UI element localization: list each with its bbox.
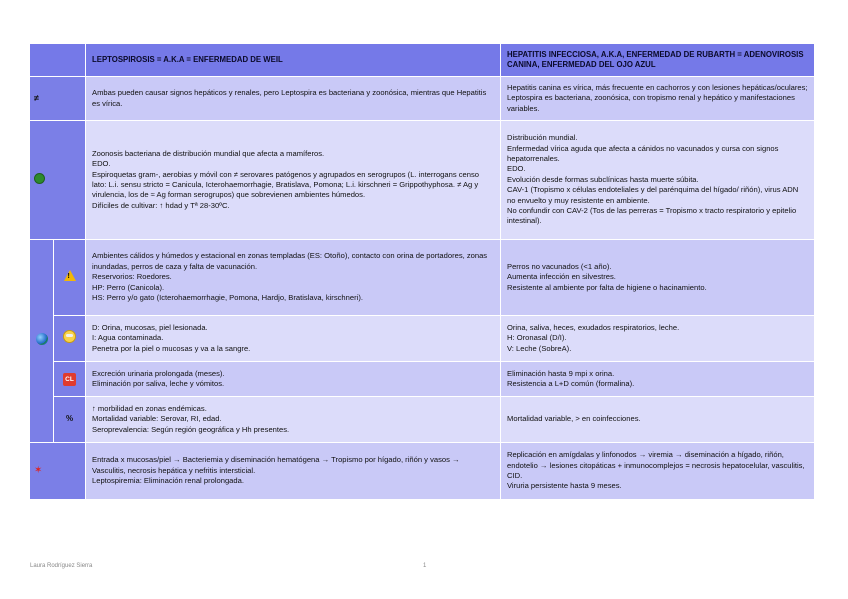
- trans-right: Orina, saliva, heces, exudados respiratorios, leche. H: Oronasal (D/I). V: Leche (SobreA).: [501, 316, 815, 362]
- row-risk: [30, 240, 815, 316]
- row-differences: [30, 77, 815, 121]
- desc-left: Zoonosis bacteriana de distribución mundial que afecta a mamíferos. EDO. Espiroquetas gram-, aerobias y móvil con ≠ serovares patógenos y agrupados en serogrupos (L. interrogans censo lato: L.i. sensu stricto = Canicula, Icterohaemorrhagie, Bratislava, Pomona; L.i. kirschneri = Grippothyphosa. ≠ Ag y virulencia, los de ≈ Ag forman serogrupos) que sobrevienen ambientes húmedos. Difíciles de cultivar: ↑ hdad y Tª 28-30ºC.: [86, 121, 501, 240]
- morb-left: ↑ morbilidad en zonas endémicas. Mortalidad variable: Serovar, RI, edad. Seroprevalencia: Según región geográfica y Hh presentes.: [86, 397, 501, 443]
- row-morbidity: [30, 397, 815, 443]
- trans-left: D: Orina, mucosas, piel lesionada. I: Agua contaminada. Penetra por la piel o mucosas y va a la sangre.: [86, 316, 501, 362]
- risk-left: Ambientes cálidos y húmedos y estacional en zonas templadas (ES: Otoño), contacto con orina de portadores, zonas inundadas, perros de caza y falta de vacunación. Reservorios: Roedores. HP: Perro (Canicola). HS: Perro y/o gato (Icterohaemorrhagie, Pomona, Hardjo, Bratislava, kirschneri).: [86, 240, 501, 316]
- header-right: HEPATITIS INFECCIOSA, A.K.A, ENFERMEDAD DE RUBARTH = ADENOVIROSIS CANINA, ENFERMEDAD DEL OJO AZUL: [501, 44, 815, 77]
- header-left: LEPTOSPIROSIS = A.K.A = ENFERMEDAD DE WEIL: [86, 44, 501, 77]
- excr-right: Eliminación hasta 9 mpi x orina. Resistencia a L+D común (formalina).: [501, 362, 815, 397]
- globe-icon: [30, 240, 54, 443]
- diff-left: Ambas pueden causar signos hepáticos y renales, pero Leptospira es bacteriana y zoonósica, mientras que Hepatitis es vírica.: [86, 77, 501, 121]
- footer-page-number: 1: [423, 563, 427, 569]
- row-pathogenesis: [30, 443, 815, 500]
- morb-right: Mortalidad variable, > en coinfecciones.: [501, 397, 815, 443]
- row-description: [30, 121, 815, 240]
- path-left: Entrada x mucosas/piel → Bacteriemia y diseminación hematógena → Tropismo por hígado, riñón y vasos → Vasculitis, necrosis hepática y nefritis intersticial. Leptospiremia: Eliminación renal prolongada.: [86, 443, 501, 500]
- header-row: [30, 44, 815, 77]
- diff-right: Hepatitis canina es vírica, más frecuente en cachorros y con lesiones hepáticas/oculares; Leptospira es bacteriana, zoonósica, con tropismo renal y hepático y manifestaciones variables.: [501, 77, 815, 121]
- not-equal-icon: ≠: [30, 77, 86, 121]
- sick-face-icon: [54, 316, 86, 362]
- path-right: Replicación en amígdalas y linfonodos → viremia → diseminación a hígado, riñón, endotelio → lesiones citopáticas + inmunocomplejos = necrosis hepatocelular, vasculitis, CID. Viruria persistente hasta 9 meses.: [501, 443, 815, 500]
- footer-author: Laura Rodríguez Sierra: [30, 563, 93, 569]
- warning-icon: !: [54, 240, 86, 316]
- comparison-table: [29, 43, 815, 500]
- green-dot-icon: [30, 121, 86, 240]
- cl-icon: CL: [54, 362, 86, 397]
- row-excretion: [30, 362, 815, 397]
- virus-icon: ✶: [30, 443, 86, 500]
- header-corner: [30, 44, 86, 77]
- row-transmission: [30, 316, 815, 362]
- risk-right: Perros no vacunados (<1 año). Aumenta infección en silvestres. Resistente al ambiente por falta de higiene o hacinamiento.: [501, 240, 815, 316]
- percent-icon: %: [54, 397, 86, 443]
- desc-right: Distribución mundial. Enfermedad vírica aguda que afecta a cánidos no vacunados y cursa con signos hepatorrenales. EDO. Evolución desde formas subclínicas hasta muerte súbita. CAV-1 (Tropismo x células endoteliales y del parénquima del hígado/ riñón), virus ADN no envuelto y muy resistente en ambiente. No confundir con CAV-2 (Tos de las perreras = Tropismo x tracto respiratorio y epitelio intestinal).: [501, 121, 815, 240]
- excr-left: Excreción urinaria prolongada (meses). Eliminación por saliva, leche y vómitos.: [86, 362, 501, 397]
